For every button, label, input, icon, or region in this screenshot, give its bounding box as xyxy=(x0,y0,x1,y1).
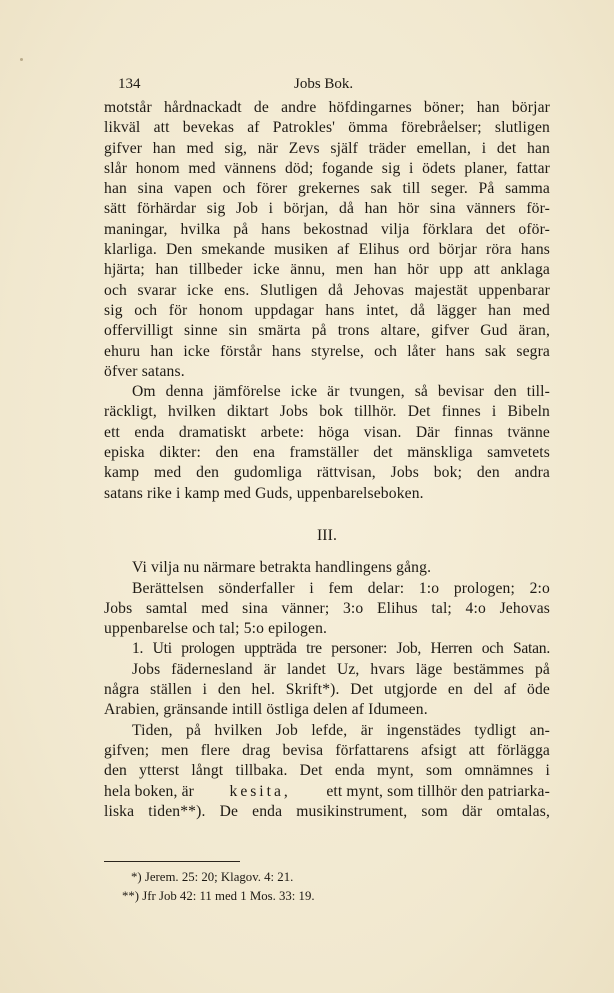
text-line: offervilligt sinne sin smärta på trons altare, gifver Gud äran, xyxy=(104,322,550,340)
text-line: uppenbarelse och tal; 5:o epilogen. xyxy=(104,620,328,638)
text-line: maningar, hvilka på hans bekostnad vilja förklara det oför- xyxy=(104,220,550,238)
paragraph xyxy=(104,660,550,721)
paragraph xyxy=(104,382,550,504)
text-line: 1. Uti prologen uppträda tre personer: Job, Herren och Satan. xyxy=(132,640,550,658)
footnote: *) Jerem. 25: 20; Klagov. 4: 21. xyxy=(131,870,294,884)
text-line: Berättelsen sönderfaller i fem delar: 1:o prologen; 2:o xyxy=(132,579,550,597)
paragraph xyxy=(104,98,550,382)
paper-speck xyxy=(20,58,23,61)
text-line: sig och för honom uppdagar hans intet, då lägger han med xyxy=(104,301,550,319)
text-line: gifven; men flere drag bevisa författarens afsigt att förlägga xyxy=(104,741,550,759)
text-line: Arabien, gränsande intill östliga delen af Idumeen. xyxy=(104,701,428,719)
text-line: och svarar icke ens. Slutligen då Jehovas majestät uppenbarar xyxy=(104,281,550,299)
text-line xyxy=(104,782,550,802)
text-line: öfver satans. xyxy=(104,362,185,380)
paragraph xyxy=(104,639,550,659)
text-line: Jobs samtal med sina vänner; 3:o Elihus tal; 4:o Jehovas xyxy=(104,599,550,617)
text-line: motstår hårdnackadt de andre höfdingarnes böner; han börjar xyxy=(104,99,550,116)
text-line: episka dikter: den ena framställer det mänskliga samvetets xyxy=(104,444,550,462)
text-line: likväl att bevekas af Patrokles' ömma förebråelser; slutligen xyxy=(104,119,550,137)
text-line: Om denna jämförelse icke är tvungen, så bevisar den till- xyxy=(132,383,550,401)
page-header xyxy=(118,76,548,96)
text-line: sätt förhärdar sig Job i början, då han hör sina vänners för- xyxy=(104,200,550,218)
footnotes xyxy=(104,868,550,906)
paragraph xyxy=(104,579,550,640)
paragraph xyxy=(104,721,550,822)
running-title: Jobs Bok. xyxy=(294,76,354,92)
text-line: räckligt, hvilken diktart Jobs bok tillhör. Det finnes i Bibeln xyxy=(104,403,550,421)
text-line: satans rike i kamp med Guds, uppenbarelseboken. xyxy=(104,484,424,502)
page-number: 134 xyxy=(118,76,141,92)
text-line: kamp med den gudomliga rättvisan, Jobs bok; den andra xyxy=(104,464,550,482)
text-line: Vi vilja nu närmare betrakta handlingens gång. xyxy=(132,559,432,577)
text-fragment: ett mynt, som tillhör den patriarka- xyxy=(326,782,550,800)
text-line: ehuru han icke förstår hans styrelse, och låter hans sak segra xyxy=(104,342,550,360)
text-line: ett enda dramatiskt arbete: höga visan. Där finnas tvänne xyxy=(104,423,550,441)
text-line: Tiden, på hvilken Job lefde, är ingenstädes tydligt an- xyxy=(132,721,550,739)
text-line: den ytterst långt tillbaka. Det enda mynt, som omnämnes i xyxy=(104,762,550,780)
text-line: han sina vapen och förer grekernes sak till seger. På samma xyxy=(104,180,550,198)
emphasized-word: kesita, xyxy=(229,782,291,800)
section-heading: III. xyxy=(316,526,338,544)
text-line: gifver han med sig, när Zevs själf träder emellan, i det han xyxy=(104,139,550,157)
footnote-divider xyxy=(104,861,240,862)
text-line: klarliga. Den smekande musiken af Elihus ord börjar röra hans xyxy=(104,241,550,259)
text-line: hjärta; han tillbeder icke ännu, men han hör upp att anklaga xyxy=(104,261,550,279)
footnote: **) Jfr Job 42: 11 med 1 Mos. 33: 19. xyxy=(122,889,315,903)
text-fragment: hela boken, är xyxy=(104,782,194,800)
body-text xyxy=(104,98,550,822)
text-line: några ställen i den hel. Skrift*). Det utgjorde en del af öde xyxy=(104,681,550,699)
text-line: liska tiden**). De enda musikinstrument, som där omtalas, xyxy=(104,802,550,820)
text-line: Jobs fädernesland är landet Uz, hvars läge bestämmes på xyxy=(132,660,550,678)
text-line: slår honom med vännens död; fogande sig i ödets planer, fattar xyxy=(104,159,550,177)
paragraph xyxy=(104,558,550,578)
